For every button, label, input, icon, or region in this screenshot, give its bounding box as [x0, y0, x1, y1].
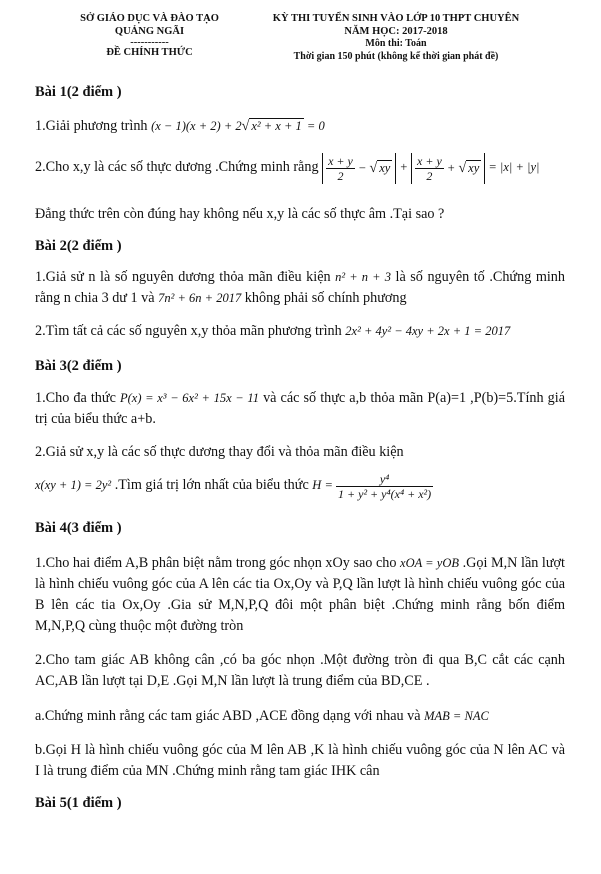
abs-term-1: $\frac{x + y}{2}$ − √ xy [322, 153, 396, 184]
formula-part: (x − 1)(x + 2) + 2 [151, 119, 242, 133]
abs-term-2: $\frac{x + y}{2}$ + √ xy [411, 153, 485, 184]
header-divider: ----------- [130, 37, 169, 48]
section-title-3: Bài 3(2 điểm ) [35, 358, 122, 374]
duration: Thời gian 150 phút (không kể thời gian phát đề) [293, 50, 499, 62]
radicand: xy [468, 160, 480, 175]
sqrt-sign: √ [458, 160, 467, 176]
sqrt-sign: √ [369, 160, 378, 176]
H-label: H = [312, 478, 333, 492]
header-left [62, 13, 237, 60]
bai3-q2-line1: 2.Giả sử x,y là các số thực dương thay đổi và thỏa mãn điều kiện [35, 444, 404, 460]
bai1-q1 [35, 116, 565, 137]
formula-part: = 0 [303, 119, 325, 133]
formula: 7n² + 6n + 2017 [158, 291, 242, 305]
bai1-q2-formula: $\frac{x + y}{2}$ − √ xy + $\frac{x + y}{2}$ + √ xy = |x| + |y| [322, 160, 539, 174]
bai4-qb: b.Gọi H là hình chiếu vuông góc của M lên AB ,K là hình chiếu vuông góc của N lên AC và I là trung điểm của MN .Chứng minh rằng tam giác IHK cân [35, 742, 565, 779]
denominator: 2 [337, 169, 344, 184]
formula: 2x² + 4y² − 4xy + 2x + 1 = 2017 [345, 324, 511, 338]
formula: n² + n + 3 [335, 270, 391, 284]
numerator: x + y [417, 154, 442, 169]
text: và các số thực a,b thỏa mãn P(a)=1 ,P(b)=5.Tính giá trị của biểu thức a+b. [35, 390, 565, 427]
radicand: x² + x + 1 [251, 119, 302, 133]
formula: MAB = NAC [424, 709, 489, 723]
bai4-q2: 2.Cho tam giác AB không cân ,có ba góc nhọn .Một đường tròn đi qua B,C cắt các cạnh AC,AB lần lượt tại D,E .Gọi M,N lần lượt là trung điểm của BD,CE . [35, 652, 565, 689]
text: .Tìm giá trị lớn nhất của biểu thức [114, 477, 309, 493]
text: không phải số chính phương [244, 290, 407, 306]
text: 1.Cho đa thức [35, 390, 116, 406]
bai1-q2 [35, 150, 565, 184]
bai4-qa [35, 706, 565, 727]
fraction [326, 154, 355, 183]
subject: Môn thi: Toán [365, 38, 427, 49]
formula: x(xy + 1) = 2y² [35, 478, 112, 492]
bai1-followup: Đẳng thức trên còn đúng hay không nếu x,y là các số thực âm .Tại sao ? [35, 206, 445, 222]
text: 2.Tìm tất cả các số nguyên x,y thỏa mãn phương trình [35, 323, 342, 339]
text: là số nguyên tố .Chứng minh rằng n chia 3 dư 1 và [35, 269, 565, 306]
section-title-5: Bài 5(1 điểm ) [35, 795, 122, 811]
bai2-q1 [35, 267, 565, 309]
text: .Gọi M,N lần lượt là hình chiếu vuông góc của A lên các tia Ox,Oy và P,Q lần lượt là hình chiếu vuông góc của B lên các tia Ox,Oy .Gia sử M,N,P,Q đôi một phân biệt .Chứng minh rằng bốn điểm M,N,P,Q cùng thuộc một đường tròn [35, 555, 565, 634]
section-title-1: Bài 1(2 điểm ) [35, 84, 122, 100]
text: 1.Giả sử n là số nguyên dương thỏa mãn điều kiện [35, 269, 331, 285]
section-title-4: Bài 4(3 điểm ) [35, 520, 122, 536]
formula: P(x) = x³ − 6x² + 15x − 11 [119, 391, 259, 405]
bai1-q1-formula [151, 119, 325, 133]
denominator: 1 + y² + y⁴(x⁴ + x²) [338, 486, 432, 501]
department-name: SỞ GIÁO DỤC VÀ ĐÀO TẠO [80, 13, 219, 24]
text: 1.Cho hai điểm A,B phân biệt nằm trong góc nhọn xOy sao cho [35, 555, 397, 571]
rhs: = |x| + |y| [488, 160, 540, 174]
denominator: 2 [426, 169, 433, 184]
fraction [336, 472, 433, 501]
expression-H [312, 471, 433, 501]
sqrt-sign: √ [241, 119, 250, 134]
fraction [415, 154, 444, 183]
exam-name: KỲ THI TUYỂN SINH VÀO LỚP 10 THPT CHUYÊN [272, 13, 520, 24]
bai3-q1 [35, 388, 565, 430]
numerator: y⁴ [336, 472, 433, 487]
official-label: ĐỀ CHÍNH THỨC [106, 47, 193, 58]
text: a.Chứng minh rằng các tam giác ABD ,ACE đồng dạng với nhau và [35, 708, 421, 724]
bai1-q2-text: 2.Cho x,y là các số thực dương .Chứng minh rằng [35, 159, 319, 175]
header-right [246, 13, 546, 63]
numerator: x + y [328, 154, 353, 169]
school-year: NĂM HỌC: 2017-2018 [344, 25, 448, 37]
province-name: QUẢNG NGÃI [114, 25, 185, 37]
section-title-2: Bài 2(2 điểm ) [35, 238, 122, 254]
radicand: xy [379, 160, 391, 175]
bai4-q1 [35, 553, 565, 637]
bai2-q2 [35, 321, 565, 342]
bai3-q2-line2 [35, 468, 565, 502]
formula: xOA = yOB [400, 556, 459, 570]
bai1-q1-text: 1.Giải phương trình [35, 118, 148, 134]
